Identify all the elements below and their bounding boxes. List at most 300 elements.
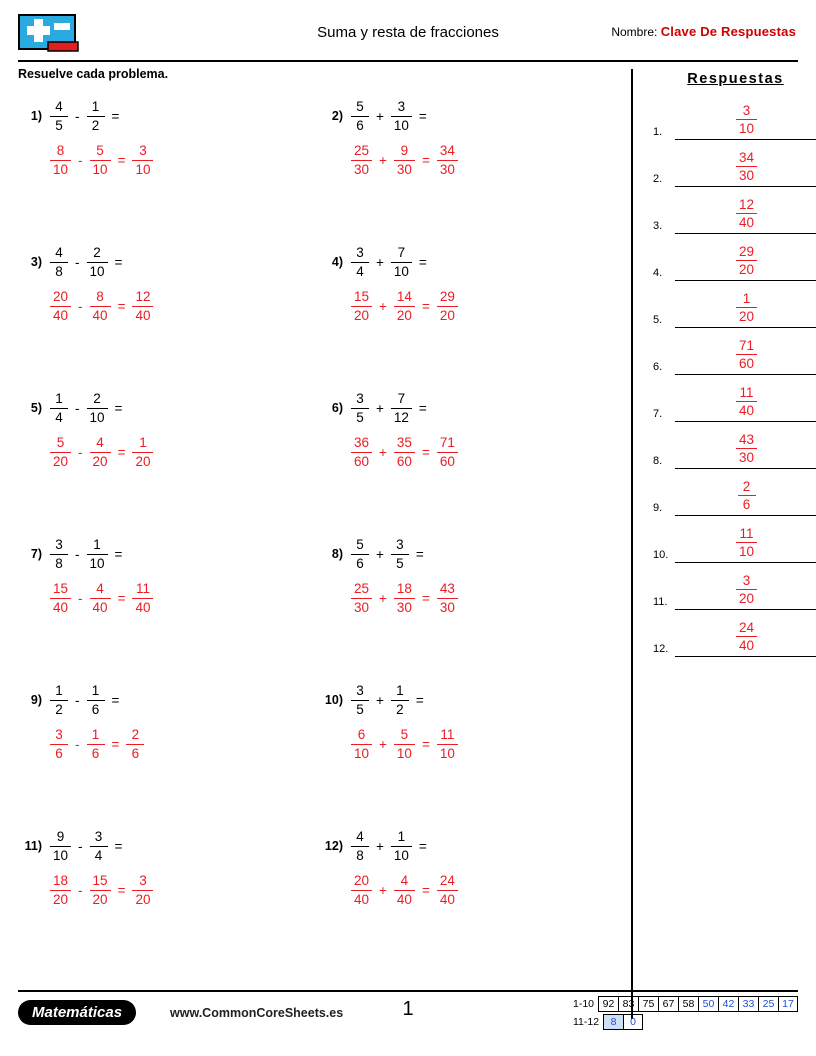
equals-sign: = [418,254,427,270]
score-row [573,996,798,1012]
problem-number: 10) [324,693,343,708]
fraction-denominator: 40 [132,306,153,324]
answer-line [675,656,816,657]
fraction-denominator: 30 [437,160,458,178]
equals-sign: = [421,736,430,752]
fraction-numerator: 3 [139,143,147,159]
equals-sign: = [111,692,120,708]
fraction-operand-1 [349,391,371,425]
fraction-numerator: 11 [739,525,754,541]
fraction-operand-1 [48,829,73,863]
problem-worked-solution [48,873,155,907]
fraction-denominator: 20 [736,307,757,325]
problem-9 [22,683,146,761]
operator-sign: + [379,590,387,606]
fraction-denominator: 12 [391,408,412,426]
fraction-numerator: 1 [55,683,63,698]
fraction-numerator: 18 [396,581,412,597]
equals-sign: = [117,444,126,460]
problem-worked-solution [48,727,146,761]
problem-expression [349,829,432,863]
problem-12 [323,829,460,907]
answers-title: Respuestas [687,71,784,87]
instructions-text: Resuelve cada problema. [18,67,169,81]
problem-statement [323,537,460,571]
answer-fraction [734,150,759,184]
answer-value [675,291,816,325]
equals-sign: = [418,400,427,416]
equals-sign: = [114,254,123,270]
answer-index: 8. [653,455,663,467]
column-divider [631,69,633,1019]
fraction-operand-2 [85,683,107,717]
fraction-operand-1 [349,537,371,571]
problem-number: 3) [30,255,42,270]
operator-sign: + [376,692,384,708]
equals-sign: = [421,298,430,314]
answer-value [675,432,816,466]
answer-row [653,469,816,516]
problem-worked-solution [48,289,155,323]
fraction-denominator: 4 [50,408,68,426]
fraction-numerator: 1 [397,829,406,844]
equals-sign: = [418,108,427,124]
equals-sign: = [111,108,120,124]
fraction-denominator: 60 [437,452,458,470]
equals-sign: = [421,590,430,606]
fraction-denominator: 20 [132,452,153,470]
fraction-numerator: 4 [55,245,63,260]
problem-grid [18,85,618,985]
fraction-denominator: 40 [351,890,372,908]
page-header [18,14,798,58]
answer-fraction [734,526,759,560]
problem-statement [323,391,460,425]
fraction-numerator: 34 [738,149,755,165]
problem-worked-solution [349,727,460,761]
fraction-numerator: 5 [56,435,65,451]
fraction-numerator: 8 [56,143,65,159]
fraction-denominator: 20 [90,452,111,470]
fraction-operand-1 [48,537,70,571]
fraction-numerator: 29 [439,289,455,305]
problem-number: 8) [331,547,343,562]
fraction-denominator: 20 [50,890,71,908]
problem-number: 12) [324,839,343,854]
problem-number: 4) [331,255,343,270]
problem-statement [22,683,146,717]
fraction-operand-1 [48,245,70,279]
equals-sign: = [114,546,123,562]
page-number: 1 [402,998,414,1020]
fraction-denominator: 6 [351,554,369,572]
fraction-denominator: 40 [736,636,757,654]
problem-worked-solution [349,289,460,323]
answer-row [653,234,816,281]
fraction-denominator: 5 [391,554,409,572]
problem-expression [48,683,124,717]
fraction-result [435,727,460,761]
fraction-numerator: 29 [738,243,755,259]
problem-1 [22,99,155,177]
score-range-label: 11-12 [572,1016,600,1028]
fraction-numerator: 1 [742,290,751,306]
answer-fraction [734,432,759,466]
equals-sign: = [415,546,424,562]
fraction-denominator: 30 [437,598,458,616]
fraction-numerator: 43 [738,431,755,447]
fraction-denominator: 40 [437,890,458,908]
fraction-numerator: 3 [397,99,406,114]
operator-sign: + [379,152,387,168]
fraction-numerator: 3 [742,102,751,118]
problem-7 [22,537,155,615]
problem-worked-solution [48,435,155,469]
problem-worked-solution [349,143,460,177]
answer-fraction [734,197,759,231]
fraction-numerator: 24 [738,619,755,635]
operator-sign: + [376,254,384,270]
fraction-numerator: 25 [354,143,370,159]
problem-statement [323,683,460,717]
equals-sign: = [421,882,430,898]
fraction-denominator: 40 [90,306,111,324]
fraction-numerator: 43 [439,581,455,597]
score-cell[interactable]: 67 [658,996,678,1012]
fraction-denominator: 10 [50,160,71,178]
answer-fraction [734,291,759,325]
equals-sign: = [117,882,126,898]
answer-index: 3. [653,220,663,232]
fraction-result [130,289,155,323]
answer-index: 4. [653,267,663,279]
fraction-operand-2 [85,99,107,133]
fraction-result [435,435,460,469]
problem-number: 1) [30,109,42,124]
fraction-numerator: 15 [354,289,370,305]
problem-expression [48,537,127,571]
fraction-numerator: 12 [738,196,755,212]
fraction-denominator: 8 [351,846,369,864]
answer-value [675,338,816,372]
fraction-denominator: 40 [90,598,111,616]
fraction-denominator: 10 [736,542,757,560]
fraction-numerator: 20 [53,289,69,305]
problem-statement [323,245,460,279]
fraction-numerator: 5 [400,727,409,743]
fraction-denominator: 30 [351,598,372,616]
problem-expression [48,391,127,425]
brand-badge: Matemáticas [18,1000,136,1025]
footer-divider [18,990,798,992]
fraction-denominator: 10 [87,554,108,572]
fraction-result [435,289,460,323]
answer-row [653,281,816,328]
fraction-operand-2 [389,391,414,425]
answer-row [653,610,816,657]
fraction-denominator: 40 [50,598,71,616]
fraction-denominator: 40 [132,598,153,616]
operator-sign: - [78,882,83,898]
fraction-denominator: 30 [394,160,415,178]
answer-fraction [734,338,759,372]
answer-fraction [734,620,759,654]
fraction-denominator: 10 [394,744,415,762]
fraction-numerator: 4 [96,581,104,597]
problem-statement [22,99,155,133]
fraction-numerator: 15 [53,581,69,597]
problem-statement [22,537,155,571]
name-field [611,24,796,39]
fraction-denominator: 5 [351,408,369,426]
fraction-denominator: 4 [351,262,369,280]
problem-number: 6) [331,401,343,416]
equals-sign: = [117,590,126,606]
fraction-numerator: 4 [96,435,104,451]
problem-expression [349,245,432,279]
fraction-operand-2 [85,245,110,279]
fraction-converted-2 [88,581,113,615]
fraction-converted-1 [48,143,73,177]
answer-value [675,103,816,137]
fraction-denominator: 8 [50,554,68,572]
problem-expression [349,391,432,425]
fraction-numerator: 35 [396,435,412,451]
fraction-numerator: 4 [55,99,63,114]
score-cell[interactable]: 58 [678,996,698,1012]
score-cell[interactable]: 17 [778,996,798,1012]
fraction-converted-2 [392,289,417,323]
fraction-numerator: 36 [354,435,370,451]
answer-key-label: Clave De Respuestas [660,24,796,39]
fraction-numerator: 3 [742,572,751,588]
fraction-converted-2 [88,873,113,907]
problem-worked-solution [48,581,155,615]
answer-value [675,573,816,607]
score-cell[interactable]: 50 [698,996,718,1012]
fraction-denominator: 4 [90,846,108,864]
operator-sign: + [379,736,387,752]
fraction-numerator: 3 [55,537,63,552]
fraction-numerator: 3 [55,727,63,743]
fraction-denominator: 6 [738,495,756,513]
fraction-denominator: 20 [736,260,757,278]
problem-statement [22,829,155,863]
answer-row [653,187,816,234]
fraction-numerator: 1 [91,683,100,698]
fraction-result [435,143,460,177]
score-cell[interactable]: 92 [598,996,618,1012]
header-divider [18,60,798,62]
answer-value [675,244,816,278]
operator-sign: - [78,152,83,168]
problem-expression [48,99,124,133]
fraction-numerator: 3 [396,537,404,552]
fraction-denominator: 10 [391,116,412,134]
website-url: www.CommonCoreSheets.es [170,1006,344,1020]
problem-3 [22,245,155,323]
score-cell[interactable]: 33 [738,996,758,1012]
fraction-converted-2 [392,581,417,615]
equals-sign: = [111,736,120,752]
fraction-converted-1 [48,581,73,615]
fraction-operand-1 [349,99,371,133]
fraction-denominator: 20 [132,890,153,908]
answer-value [675,526,816,560]
answer-row [653,140,816,187]
problem-2 [323,99,460,177]
fraction-converted-1 [48,435,73,469]
fraction-numerator: 34 [439,143,455,159]
fraction-denominator: 10 [50,846,71,864]
answer-row [653,93,816,140]
operator-sign: + [379,444,387,460]
fraction-denominator: 6 [351,116,369,134]
score-cell[interactable]: 8 [603,1014,623,1030]
fraction-numerator: 25 [354,581,370,597]
problem-number: 11) [24,839,42,854]
fraction-denominator: 10 [736,119,757,137]
fraction-converted-1 [349,727,374,761]
fraction-operand-2 [85,391,110,425]
fraction-operand-1 [48,391,70,425]
fraction-numerator: 14 [396,289,412,305]
answer-value [675,620,816,654]
answer-value [675,385,816,419]
score-cell[interactable]: 42 [718,996,738,1012]
fraction-denominator: 8 [50,262,68,280]
problem-4 [323,245,460,323]
fraction-numerator: 2 [742,478,751,494]
operator-sign: + [376,108,384,124]
fraction-denominator: 30 [736,448,757,466]
answer-value [675,479,816,513]
equals-sign: = [114,838,123,854]
fraction-numerator: 1 [396,683,404,698]
answer-value [675,197,816,231]
fraction-numerator: 1 [55,391,63,406]
problem-statement [323,829,460,863]
fraction-denominator: 2 [50,700,68,718]
fraction-operand-2 [389,683,411,717]
problem-expression [48,245,127,279]
fraction-denominator: 6 [87,700,105,718]
fraction-denominator: 20 [394,306,415,324]
fraction-operand-1 [48,683,70,717]
fraction-converted-2 [392,873,417,907]
fraction-numerator: 5 [356,99,364,114]
fraction-numerator: 1 [91,99,100,114]
problem-statement [323,99,460,133]
equals-sign: = [421,152,430,168]
fraction-denominator: 5 [351,700,369,718]
answer-fraction [734,103,759,137]
fraction-numerator: 5 [356,537,364,552]
problem-expression [349,99,432,133]
operator-sign: - [75,736,80,752]
fraction-denominator: 6 [87,744,105,762]
fraction-denominator: 6 [126,744,144,762]
operator-sign: + [379,882,387,898]
answer-index: 9. [653,502,663,514]
fraction-numerator: 1 [91,727,100,743]
score-row [573,1014,798,1030]
fraction-numerator: 3 [139,873,147,889]
fraction-numerator: 71 [738,337,755,353]
fraction-converted-1 [349,143,374,177]
equals-sign: = [418,838,427,854]
fraction-numerator: 11 [135,581,150,597]
fraction-result [435,581,460,615]
fraction-denominator: 10 [437,744,458,762]
fraction-numerator: 2 [93,391,101,406]
fraction-denominator: 60 [736,354,757,372]
problem-number: 9) [30,693,42,708]
equals-sign: = [421,444,430,460]
score-cell[interactable]: 25 [758,996,778,1012]
equals-sign: = [117,152,126,168]
fraction-denominator: 60 [351,452,372,470]
fraction-denominator: 2 [391,700,409,718]
fraction-converted-2 [85,727,107,761]
problem-number: 2) [331,109,343,124]
operator-sign: - [78,838,83,854]
fraction-numerator: 4 [400,873,409,889]
fraction-numerator: 12 [135,289,151,305]
fraction-converted-1 [349,581,374,615]
problem-expression [349,537,429,571]
fraction-denominator: 30 [736,166,757,184]
fraction-converted-1 [349,873,374,907]
fraction-operand-2 [88,829,110,863]
fraction-denominator: 10 [90,160,111,178]
fraction-denominator: 5 [50,116,68,134]
fraction-operand-2 [389,537,411,571]
fraction-result [435,873,460,907]
fraction-numerator: 5 [96,143,104,159]
fraction-converted-1 [48,873,73,907]
answer-row [653,422,816,469]
fraction-operand-2 [389,99,414,133]
answer-row [653,328,816,375]
problem-10 [323,683,460,761]
answers-panel [653,71,816,657]
operator-sign: - [78,444,83,460]
fraction-denominator: 10 [391,846,412,864]
fraction-denominator: 10 [391,262,412,280]
operator-sign: + [379,298,387,314]
answer-index: 10. [653,549,669,561]
answer-fraction [736,479,758,513]
fraction-denominator: 20 [90,890,111,908]
operator-sign: - [75,400,80,416]
problem-number: 7) [30,547,42,562]
fraction-denominator: 10 [87,262,108,280]
answer-row [653,516,816,563]
operator-sign: + [376,546,384,562]
fraction-numerator: 2 [93,245,101,260]
fraction-numerator: 1 [139,435,147,451]
operator-sign: - [78,298,83,314]
answer-row [653,563,816,610]
score-cell[interactable]: 75 [638,996,658,1012]
score-cell[interactable]: 83 [618,996,638,1012]
fraction-denominator: 40 [736,401,757,419]
fraction-operand-1 [349,245,371,279]
fraction-denominator: 20 [437,306,458,324]
score-cell[interactable]: 0 [623,1014,643,1030]
answers-list [653,93,816,657]
